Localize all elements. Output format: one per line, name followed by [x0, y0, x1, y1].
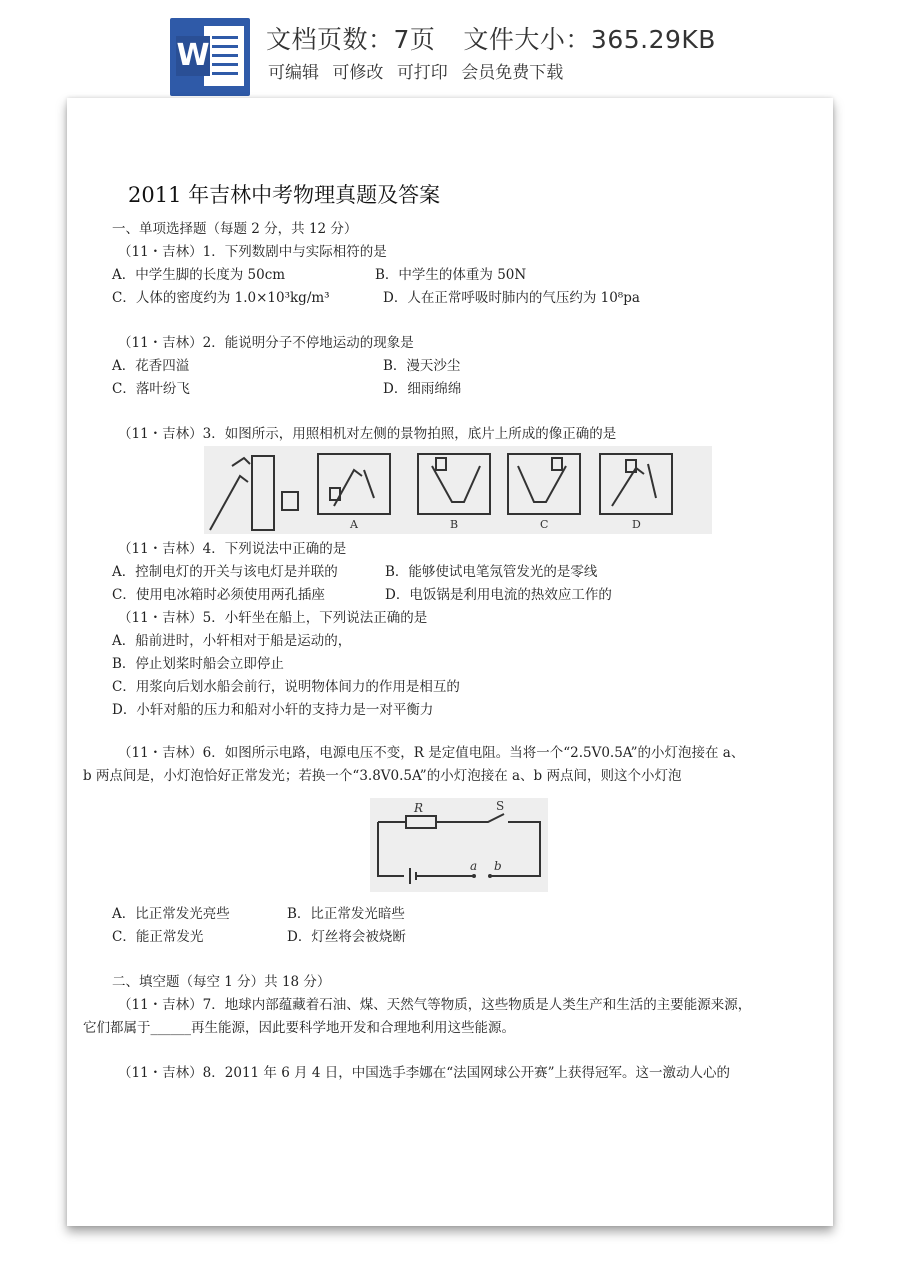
question-4-option-c: C．使用电冰箱时必须使用两孔插座: [112, 587, 325, 603]
question-3-stem: （11・吉林）3．如图所示，用照相机对左侧的景物拍照，底片上所成的像正确的是: [118, 426, 617, 442]
label-r: R: [414, 801, 424, 815]
page-count: 文档页数：7页: [266, 25, 436, 54]
question-4-option-b: B．能够使试电笔氖管发光的是零线: [385, 564, 598, 580]
word-letter: W: [176, 36, 210, 76]
page-lines-icon: [204, 26, 244, 86]
camera-image-figure: [204, 446, 712, 534]
question-1-option-a: A．中学生脚的长度为 50cm: [112, 267, 286, 283]
question-6-stem-line-2: b 两点间是，小灯泡恰好正常发光；若换一个“3.8V0.5A”的小灯泡接在 a、b 两点间，则这个小灯泡: [83, 768, 682, 784]
battery: [378, 822, 462, 884]
question-6-option-b: B．比正常发光暗些: [287, 906, 405, 922]
question-5-option-c: C．用浆向后划水船会前行，说明物体间力的作用是相互的: [112, 679, 460, 695]
question-2-option-c: C．落叶纷飞: [112, 381, 190, 397]
document-page: [67, 98, 833, 1226]
resistor-r: [406, 816, 436, 828]
figure-label-d: D: [632, 518, 641, 531]
label-b: b: [494, 859, 502, 873]
document-title: 2011 年吉林中考物理真题及答案: [128, 183, 441, 207]
frame-a: [318, 454, 390, 514]
question-2-option-b: B．漫天沙尘: [383, 358, 461, 374]
download-banner: [0, 0, 900, 98]
question-1-option-b: B．中学生的体重为 50N: [375, 267, 527, 283]
question-7-line-1: （11・吉林）7．地球内部蕴藏着石油、煤、天然气等物质，这些物质是人类生产和生活的主要能源来源，: [118, 997, 752, 1013]
question-5-option-d: D．小轩对船的压力和船对小轩的支持力是一对平衡力: [112, 702, 434, 718]
figure-label-c: C: [540, 518, 549, 531]
question-4-stem: （11・吉林）4．下列说法中正确的是: [118, 541, 347, 557]
figure-label-b: B: [450, 518, 459, 531]
question-6-stem-line-1: （11・吉林）6．如图所示电路，电源电压不变，R 是定值电阻。当将一个“2.5V0.5A”的小灯泡接在 a、: [118, 745, 745, 761]
question-4-option-d: D．电饭锅是利用电流的热效应工作的: [385, 587, 612, 603]
question-2-stem: （11・吉林）2．能说明分子不停地运动的现象是: [118, 335, 414, 351]
question-7-line-2: 它们都属于______再生能源，因此要科学地开发和合理地利用这些能源。: [83, 1020, 515, 1036]
word-document-icon: [170, 18, 250, 96]
label-a: a: [470, 859, 478, 873]
label-s: S: [496, 799, 505, 813]
question-6-option-a: A．比正常发光亮些: [112, 906, 230, 922]
file-size: 文件大小：365.29KB: [463, 25, 716, 54]
question-4-option-a: A．控制电灯的开关与该电灯是并联的: [112, 564, 338, 580]
feature-printable: 可打印: [396, 63, 448, 83]
file-info: [266, 20, 716, 56]
question-5-option-a: A．船前进时，小轩相对于船是运动的，: [112, 633, 352, 649]
question-1-option-c: C．人体的密度约为 1.0×10³kg/m³: [112, 290, 330, 306]
frame-b: [418, 454, 490, 514]
scene-figure: [232, 458, 250, 466]
feature-modifiable: 可修改: [332, 63, 384, 83]
question-1-stem: （11・吉林）1．下列数剧中与实际相符的是: [118, 244, 387, 260]
camera-figure-drawing: [204, 446, 712, 534]
switch-s: [436, 814, 540, 876]
section-1-heading: 一、单项选择题（每题 2 分，共 12 分）: [112, 221, 358, 237]
scene-building: [252, 456, 274, 530]
section-2-heading: 二、填空题（每空 1 分）共 18 分）: [112, 974, 331, 990]
question-8-line-1: （11・吉林）8．2011 年 6 月 4 日，中国选手李娜在“法国网球公开赛”上获得冠军。这一激动人心的: [118, 1065, 731, 1081]
scene-slope: [210, 476, 248, 530]
figure-label-a: A: [350, 518, 358, 531]
question-5-stem: （11・吉林）5．小轩坐在船上，下列说法正确的是: [118, 610, 428, 626]
question-6-option-c: C．能正常发光: [112, 929, 204, 945]
question-6-option-d: D．灯丝将会被烧断: [287, 929, 406, 945]
question-1-option-d: D．人在正常呼吸时肺内的气压约为 10⁸pa: [383, 290, 640, 306]
feature-editable: 可编辑: [268, 63, 319, 83]
feature-list: [268, 58, 571, 83]
feature-member-download[interactable]: 会员免费下载: [461, 63, 564, 83]
circuit-figure: [370, 798, 548, 892]
circuit-drawing: [370, 798, 548, 892]
question-2-option-a: A．花香四溢: [112, 358, 190, 374]
question-5-option-b: B．停止划桨时船会立即停止: [112, 656, 284, 672]
frame-c: [508, 454, 580, 514]
scene-object: [282, 492, 298, 510]
question-2-option-d: D．细雨绵绵: [383, 381, 462, 397]
